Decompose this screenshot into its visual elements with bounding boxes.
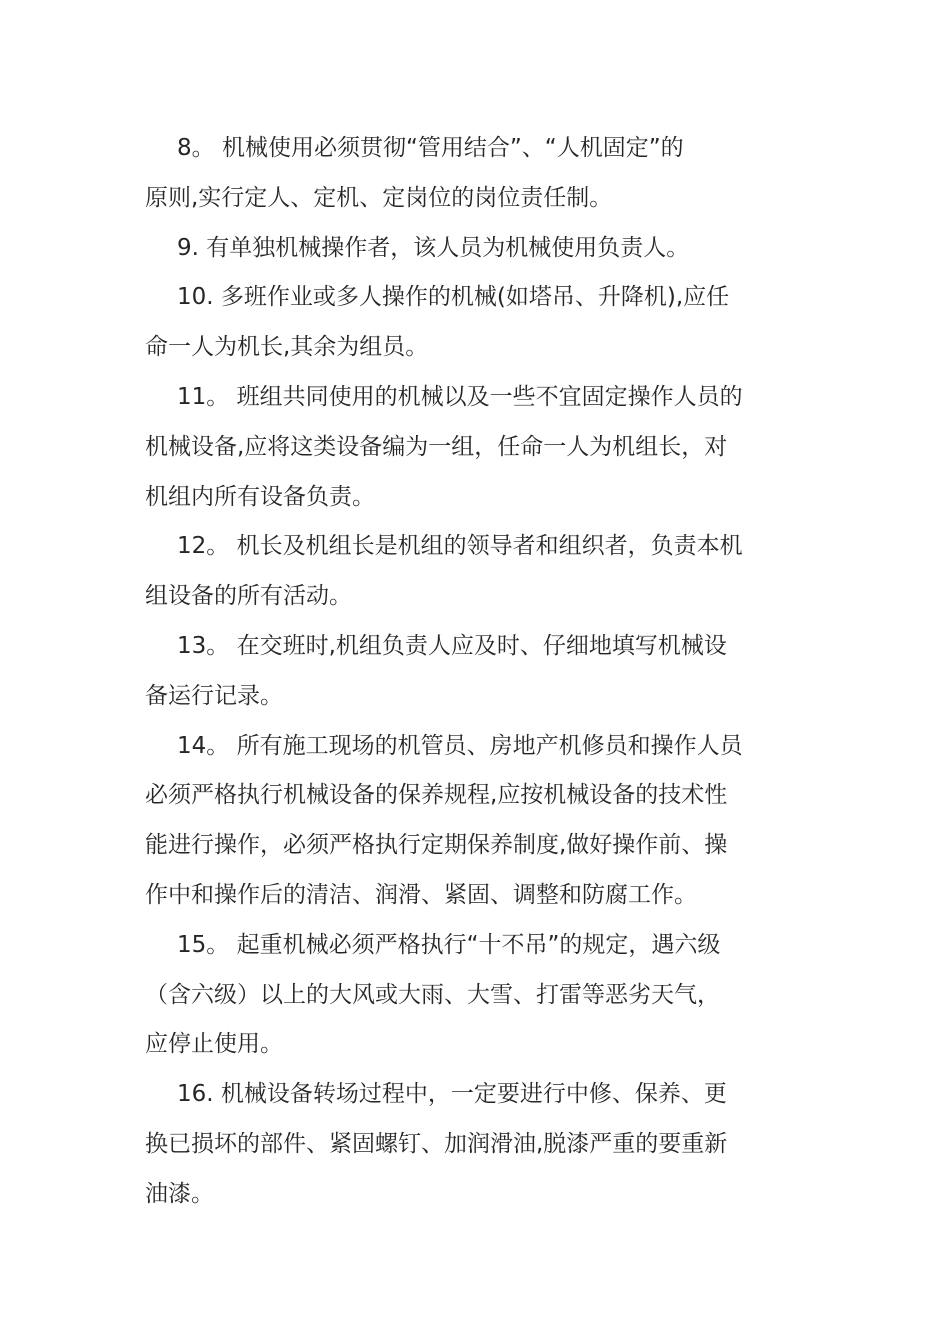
paragraph-item-10: [145, 273, 820, 373]
text-line: 14。 所有施工现场的机管员、房地产机修员和操作人员: [177, 732, 743, 759]
text-line: 11。 班组共同使用的机械以及一些不宜固定操作人员的: [177, 383, 743, 410]
text-line: 应停止使用。: [145, 1031, 283, 1058]
paragraph-item-14: [145, 722, 820, 921]
text-line: 8。 机械使用必须贯彻“管用结合”、“人机固定”的: [177, 135, 684, 161]
text-line: 组设备的所有活动。: [145, 583, 352, 610]
text-line: 油漆。: [145, 1180, 214, 1207]
paragraph-item-9: [145, 224, 820, 274]
paragraph-item-8: [145, 124, 820, 224]
text-line: 机组内所有设备负责。: [145, 483, 375, 510]
paragraph-item-12: [145, 522, 820, 622]
text-line: 机械设备,应将这类设备编为一组，任命一人为机组长，对: [145, 433, 728, 460]
text-line: 13。 在交班时,机组负责人应及时、仔细地填写机械设: [177, 632, 727, 659]
paragraph-item-13: [145, 622, 820, 722]
text-line: 备运行记录。: [145, 682, 283, 709]
text-line: 10. 多班作业或多人操作的机械(如塔吊、升降机),应任: [177, 284, 730, 311]
text-line: 9. 有单独机械操作者，该人员为机械使用负责人。: [177, 234, 690, 261]
text-line: 15。 起重机械必须严格执行“十不吊”的规定，遇六级: [177, 931, 721, 958]
paragraph-item-16: [145, 1070, 820, 1219]
text-line: 命一人为机长,其余为组员。: [145, 334, 429, 361]
text-line: 必须严格执行机械设备的保养规程,应按机械设备的技术性: [145, 782, 728, 809]
paragraph-item-15: [145, 921, 820, 1070]
text-line: （含六级）以上的大风或大雨、大雪、打雷等恶劣天气，: [145, 981, 720, 1008]
text-line: 换已损坏的部件、紧固螺钉、加润滑油,脱漆严重的要重新: [145, 1130, 728, 1157]
paragraph-item-11: [145, 373, 820, 522]
text-line: 作中和操作后的清洁、润滑、紧固、调整和防腐工作。: [145, 881, 697, 908]
text-line: 原则,实行定人、定机、定岗位的岗位责任制。: [145, 184, 613, 211]
text-line: 12。 机长及机组长是机组的领导者和组织者，负责本机: [177, 533, 743, 560]
text-line: 能进行操作，必须严格执行定期保养制度,做好操作前、操: [145, 832, 728, 859]
text-line: 16. 机械设备转场过程中，一定要进行中修、保养、更: [177, 1081, 727, 1108]
